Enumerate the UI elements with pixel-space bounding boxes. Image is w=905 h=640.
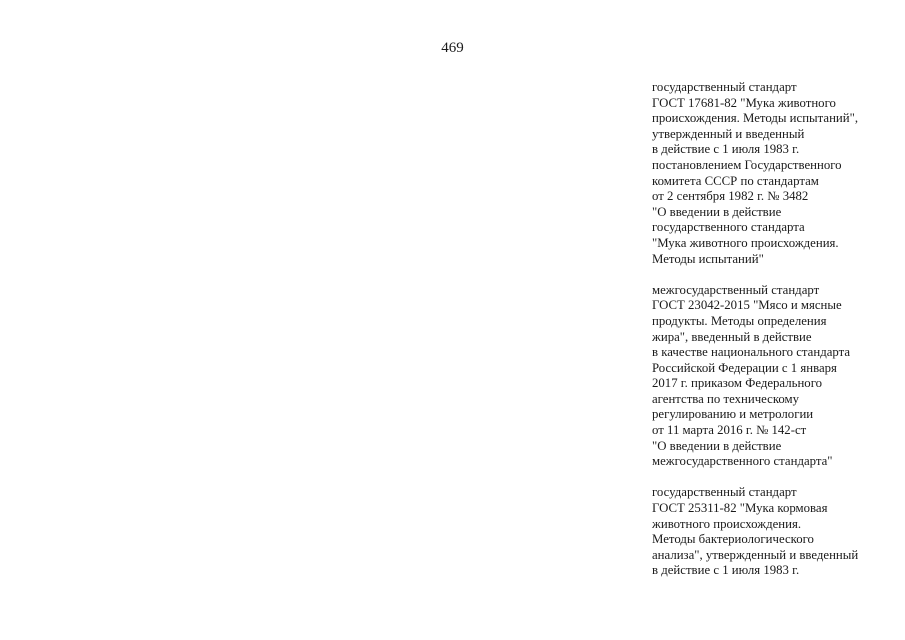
standards-column — [652, 80, 897, 595]
entry-line: "О введении в действие — [652, 204, 782, 219]
entry-line: комитета СССР по стандартам — [652, 173, 819, 188]
entry-line: межгосударственного стандарта" — [652, 454, 833, 469]
entry-line: "Мука животного происхождения. — [652, 235, 839, 250]
entry-line: происхождения. Методы испытаний", — [652, 111, 859, 126]
standard-entry-gost-25311-82 — [652, 485, 897, 579]
standard-entry-gost-17681-82 — [652, 80, 897, 267]
entry-line: государственного стандарта — [652, 220, 805, 235]
entry-line: регулированию и метрологии — [652, 407, 814, 422]
entry-line: государственный стандарт — [652, 80, 797, 94]
entry-line: межгосударственный стандарт — [652, 282, 820, 297]
entry-line: 2017 г. приказом Федерального — [652, 376, 823, 391]
entry-line: ГОСТ 25311-82 "Мука кормовая — [652, 501, 828, 516]
entry-line: Методы бактериологического — [652, 532, 814, 547]
entry-line: "О введении в действие — [652, 438, 782, 453]
entry-line: от 2 сентября 1982 г. № 3482 — [652, 189, 809, 204]
entry-line: государственный стандарт — [652, 485, 797, 500]
entry-line: Российской Федерации с 1 января — [652, 360, 837, 375]
entry-line: продукты. Методы определения — [652, 313, 827, 328]
entry-line: ГОСТ 17681-82 "Мука животного — [652, 95, 836, 110]
entry-line: в действие с 1 июля 1983 г. — [652, 142, 800, 157]
entry-line: жира", введенный в действие — [652, 329, 812, 344]
entry-line: агентства по техническому — [652, 391, 800, 406]
entry-line: в действие с 1 июля 1983 г. — [652, 563, 800, 578]
standard-entry-gost-23042-2015 — [652, 283, 897, 470]
entry-line: утвержденный и введенный — [652, 126, 805, 141]
entry-line: постановлением Государственного — [652, 157, 842, 172]
entry-line: ГОСТ 23042-2015 "Мясо и мясные — [652, 298, 842, 313]
entry-line: от 11 марта 2016 г. № 142-ст — [652, 423, 807, 438]
entry-line: в качестве национального стандарта — [652, 345, 851, 360]
page-number: 469 — [441, 40, 464, 56]
entry-line: Методы испытаний" — [652, 251, 764, 266]
entry-line: животного происхождения. — [652, 516, 802, 531]
entry-line: анализа", утвержденный и введенный — [652, 547, 859, 562]
